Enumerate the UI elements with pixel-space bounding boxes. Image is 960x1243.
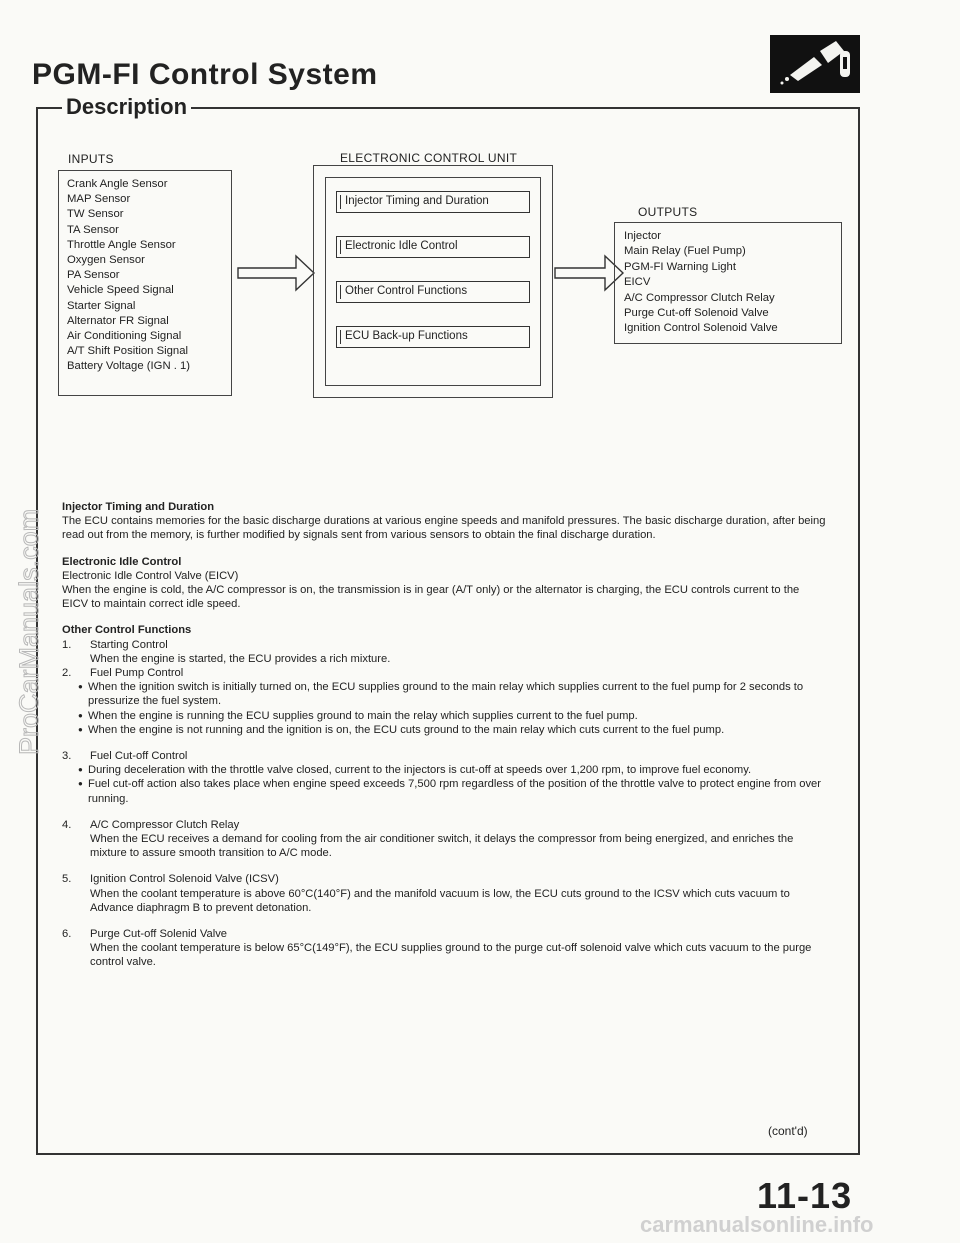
- input-item: Oxygen Sensor: [67, 254, 145, 267]
- outputs-label: OUTPUTS: [638, 205, 698, 219]
- list-item-title: Starting Control: [90, 638, 168, 651]
- output-item: EICV: [624, 276, 651, 289]
- list-item: 6. Purge Cut-off Solenid Valve When the coolant temperature is below 65°C(149°F), the ECU supplies ground to the purge cut-off solenoid valve which cuts vacuum to the purge control valve.: [62, 927, 828, 970]
- ecu-function-box: Injector Timing and Duration: [336, 191, 530, 213]
- output-item: PGM-FI Warning Light: [624, 260, 736, 273]
- input-item: Alternator FR Signal: [67, 314, 169, 327]
- ecu-label: ELECTRONIC CONTROL UNIT: [340, 151, 518, 165]
- input-item: Crank Angle Sensor: [67, 178, 168, 190]
- output-item: Main Relay (Fuel Pump): [624, 245, 746, 258]
- idle-valve-line: Electronic Idle Control Valve (EICV): [62, 569, 239, 582]
- output-item: Injector: [624, 230, 662, 242]
- bullet-item: ● During deceleration with the throttle valve closed, current to the injectors is cut-off at speeds over 1,200 rpm, to improve fuel economy.: [62, 763, 828, 777]
- side-watermark-text: ProCarManuals.com: [14, 508, 44, 755]
- bullet-item: ● When the engine is not running and the ignition is on, the ECU cuts ground to the main relay which cuts current to the fuel pump.: [62, 723, 828, 737]
- continued-label: (cont'd): [768, 1124, 808, 1138]
- list-item: 2. Fuel Pump Control: [62, 666, 828, 680]
- output-item: A/C Compressor Clutch Relay: [624, 291, 775, 304]
- bottom-watermark: carmanualsonline.info: [640, 1212, 874, 1237]
- list-item-text: When the coolant temperature is above 60°C(140°F) and the manifold vacuum is low, the ECU cuts ground to the ICSV which cuts vacuum to Advance diaphragm B to prevent detonation.: [90, 887, 790, 914]
- idle-heading: Electronic Idle Control: [62, 555, 182, 568]
- list-item: 1. Starting Control When the engine is started, the ECU provides a rich mixture.: [62, 638, 828, 666]
- list-item-text: When the coolant temperature is below 65°C(149°F), the ECU supplies ground to the purge cut-off solenoid valve which cuts vacuum to the purge control valve.: [90, 942, 812, 969]
- list-item-text: When the engine is started, the ECU provides a rich mixture.: [90, 652, 391, 665]
- inputs-box: [58, 170, 232, 396]
- list-item-title: Fuel Pump Control: [90, 667, 184, 680]
- ecu-function-box: ECU Back-up Functions: [336, 326, 530, 348]
- bullet-item: ● When the ignition switch is initially turned on, the ECU supplies ground to the main relay which supplies current to the fuel pump for 2 seconds to pressurize the fuel system.: [62, 680, 828, 708]
- list-item: 5. Ignition Control Solenoid Valve (ICSV) When the coolant temperature is above 60°C(140°F) and the manifold vacuum is low, the ECU cuts ground to the ICSV which cuts vacuum to Advance diaphragm B to prevent detonation.: [62, 872, 828, 915]
- page-number: 11-13: [757, 1175, 853, 1216]
- bullet-item: ● When the engine is running the ECU supplies ground to main the relay which supplies current to the fuel pump.: [62, 709, 828, 723]
- input-item: Starter Signal: [67, 299, 136, 312]
- ecu-function-box: Electronic Idle Control: [336, 236, 530, 258]
- inputs-label: INPUTS: [68, 152, 114, 166]
- input-item: Throttle Angle Sensor: [67, 238, 176, 251]
- list-item-text: When the ECU receives a demand for cooling from the air conditioner switch, it delays the compressor from being energized, and enriches the mixture to assure smooth transition to A/C mode.: [90, 833, 794, 860]
- section-heading: Description: [62, 94, 191, 120]
- outputs-box: [614, 222, 842, 344]
- list-item-title: A/C Compressor Clutch Relay: [90, 818, 240, 831]
- input-item: Air Conditioning Signal: [67, 330, 182, 343]
- list-item-title: Purge Cut-off Solenid Valve: [90, 928, 228, 941]
- input-item: PA Sensor: [67, 269, 120, 282]
- input-item: TA Sensor: [67, 223, 119, 236]
- inputs-to-ecu-arrow-icon: [236, 252, 318, 294]
- side-watermark: [8, 490, 54, 760]
- bullet-item: ● Fuel cut-off action also takes place when engine speed exceeds 7,500 rpm regardless of the position of the throttle valve to protect engine from over running.: [62, 777, 828, 805]
- list-item: 3. Fuel Cut-off Control: [62, 749, 828, 763]
- injector-heading: Injector Timing and Duration: [62, 501, 215, 513]
- description-body: [62, 500, 828, 970]
- list-item: 4. A/C Compressor Clutch Relay When the ECU receives a demand for cooling from the air conditioner switch, it delays the compressor from being energized, and enriches the mixture to assure smooth transition to A/C mode.: [62, 818, 828, 861]
- input-item: Battery Voltage (IGN . 1): [67, 360, 191, 373]
- input-item: MAP Sensor: [67, 193, 131, 206]
- fuel-injector-logo-icon: [770, 35, 860, 93]
- output-item: Purge Cut-off Solenoid Valve: [624, 307, 769, 320]
- input-item: Vehicle Speed Signal: [67, 284, 174, 297]
- list-item-title: Ignition Control Solenoid Valve (ICSV): [90, 873, 279, 886]
- other-functions-heading: Other Control Functions: [62, 624, 192, 637]
- input-item: A/T Shift Position Signal: [67, 345, 188, 358]
- page-title: PGM-FI Control System: [32, 58, 378, 91]
- idle-paragraph: When the engine is cold, the A/C compressor is on, the transmission is in gear (A/T only) or the alternator is charging, the ECU controls current to the EICV to maintain correct idle speed.: [62, 584, 800, 611]
- list-item-title: Fuel Cut-off Control: [90, 750, 188, 763]
- input-item: TW Sensor: [67, 208, 124, 221]
- ecu-function-box: Other Control Functions: [336, 281, 530, 303]
- output-item: Ignition Control Solenoid Valve: [624, 322, 778, 335]
- injector-paragraph: The ECU contains memories for the basic discharge durations at various engine speeds and manifold pressures. The basic discharge duration, after being read out from the memory, is further modified by signals sent from various sensors to obtain the final discharge duration.: [62, 515, 826, 542]
